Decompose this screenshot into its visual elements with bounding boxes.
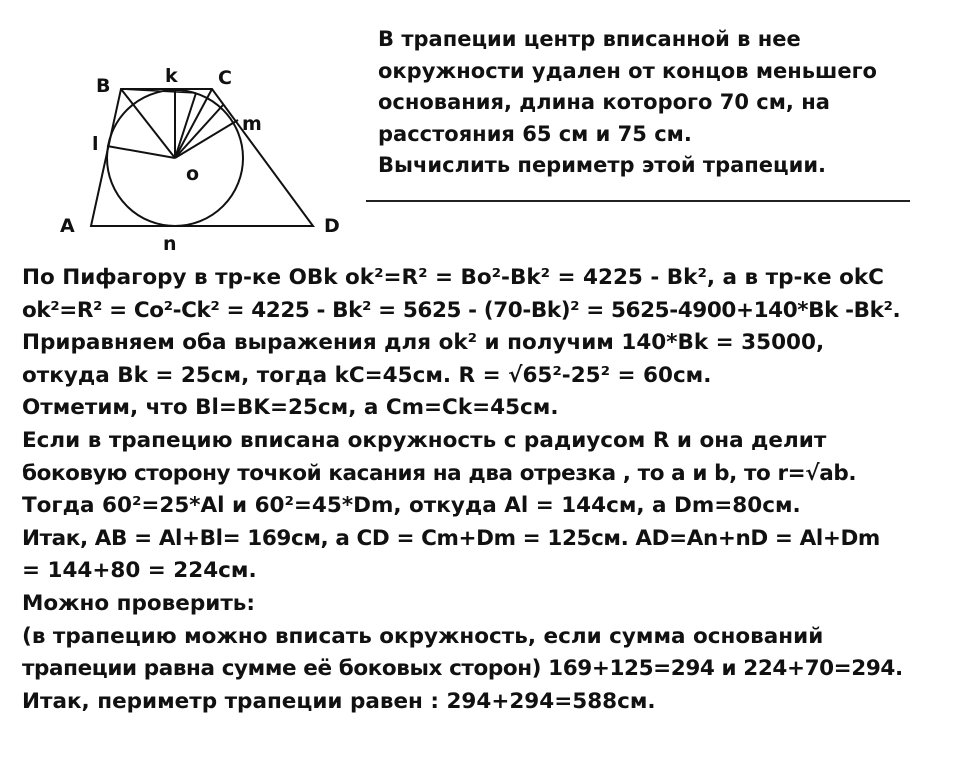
segment-o-B [121,89,175,158]
problem-line: расстояния 65 см и 75 см. [378,121,692,146]
problem-line: основания, длина которого 70 см, на [378,90,830,114]
solution-text [22,262,947,718]
problem-line: окружности удален от концов меньшего [378,58,877,83]
solution-line: боковую сторону точкой касания на два отрезка , то a и b, то r=√ab. [22,460,857,486]
trapezoid-diagram [0,0,360,260]
label-l: l [92,133,99,155]
solution-line: = 144+80 = 224см. [22,558,257,584]
solution-line: Если в трапецию вписана окружность с радиусом R и она делит [22,427,827,453]
segment-o-l [107,146,175,158]
solution-line: откуда Bk = 25см, тогда kC=45см. R = √65²-25² = 60см. [22,362,712,388]
problem-line: В трапеции центр вписанной в нее [378,27,801,51]
problem-line: Вычислить периметр этой трапеции. [378,153,827,177]
label-m: m [242,113,262,135]
solution-line: Тогда 60²=25*Al и 60²=45*Dm, откуда Al = 144см, а Dm=80см. [22,493,801,519]
solution-line: (в трапецию можно вписать окружность, если сумма оснований [22,623,824,649]
solution-line: трапеции равна сумме её боковых сторон) 169+125=294 и 224+70=294. [22,656,903,682]
label-A: A [60,215,75,237]
solution-line: ok²=R² = Co²-Ck² = 4225 - Bk² = 5625 - (70-Bk)² = 5625-4900+140*Bk -Bk². [22,297,901,323]
problem-statement [378,24,938,182]
solution-line: По Пифагору в тр-ке OBk ok²=R² = Bo²-Bk² = 4225 - Bk², а в тр-ке okC [22,265,884,290]
separator-rule [366,200,910,202]
solution-line: Итак, периметр трапеции равен : 294+294=588см. [22,688,656,714]
label-o: o [186,163,200,185]
label-D: D [324,215,340,237]
solution-line: Приравняем оба выражения для ok² и получим 140*Bk = 35000, [22,330,825,356]
solution-line: Итак, AB = Al+Bl= 169см, а CD = Cm+Dm = 125см. AD=An+nD = Al+Dm [22,525,880,551]
solution-line: Отметим, что Bl=BK=25см, а Cm=Ck=45см. [22,395,559,421]
solution-line: Можно проверить: [22,590,255,616]
label-n: n [163,233,177,255]
label-B: B [96,75,111,97]
label-C: C [218,67,232,89]
label-k: k [165,65,178,87]
